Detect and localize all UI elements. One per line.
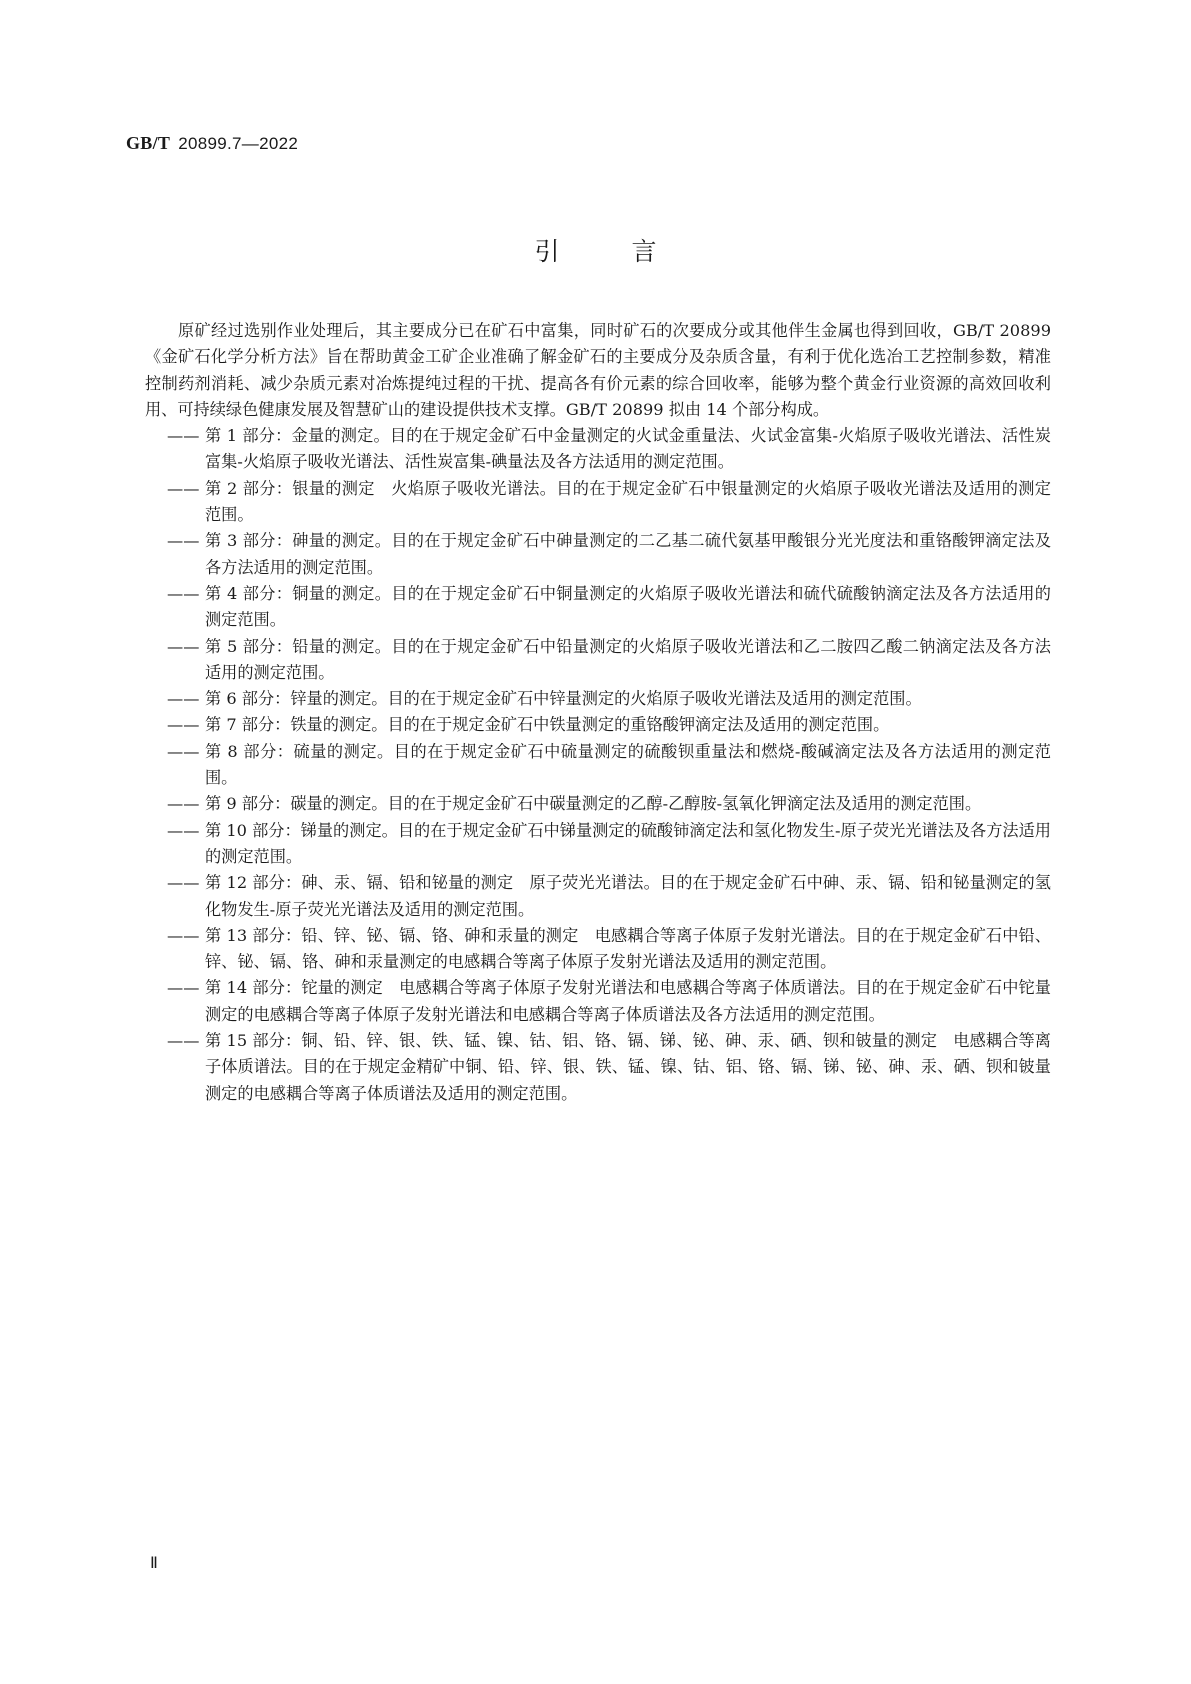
list-item-part xyxy=(145,581,1051,634)
intro-paragraph: 原矿经过选别作业处理后，其主要成分已在矿石中富集，同时矿石的次要成分或其他伴生金属也得到回收，GB/T 20899《金矿石化学分析方法》旨在帮助黄金工矿企业准确了解金矿石的主要成分及杂质含量，有利于优化选冶工艺控制参数，精准控制药剂消耗、减少杂质元素对冶炼提纯过程的干扰、提高各有价元素的综合回收率，能够为整个黄金行业资源的高效回收利用、可持续绿色健康发展及智慧矿山的建设提供技术支撑。GB/T 20899 拟由 14 个部分构成。 xyxy=(145,321,1051,419)
list-item-part xyxy=(145,870,1051,923)
part-description: 第 6 部分：锌量的测定。目的在于规定金矿石中锌量测定的火焰原子吸收光谱法及适用的测定范围。 xyxy=(205,689,922,709)
em-dash-bullet: —— xyxy=(167,873,200,893)
em-dash-bullet: —— xyxy=(167,1031,200,1051)
part-description: 第 7 部分：铁量的测定。目的在于规定金矿石中铁量测定的重铬酸钾滴定法及适用的测定范围。 xyxy=(205,715,890,735)
part-description: 第 2 部分：银量的测定 火焰原子吸收光谱法。目的在于规定金矿石中银量测定的火焰原子吸收光谱法及适用的测定范围。 xyxy=(205,478,1051,525)
document-body xyxy=(145,318,1051,1107)
list-item-part xyxy=(145,634,1051,687)
list-item-part xyxy=(145,476,1051,529)
part-description: 第 9 部分：碳量的测定。目的在于规定金矿石中碳量测定的乙醇-乙醇胺-氢氧化钾滴定法及适用的测定范围。 xyxy=(205,794,982,814)
title-char-1: 引 xyxy=(534,237,560,266)
list-item-part xyxy=(145,1028,1051,1107)
list-item-part xyxy=(145,528,1051,581)
em-dash-bullet: —— xyxy=(167,426,200,446)
em-dash-bullet: —— xyxy=(167,478,200,498)
page-number: Ⅱ xyxy=(150,1555,158,1572)
part-description: 第 12 部分：砷、汞、镉、铅和铋量的测定 原子荧光光谱法。目的在于规定金矿石中砷、汞、镉、铅和铋量测定的氢化物发生-原子荧光光谱法及适用的测定范围。 xyxy=(205,873,1051,919)
part-description: 第 3 部分：砷量的测定。目的在于规定金矿石中砷量测定的二乙基二硫代氨基甲酸银分光光度法和重铬酸钾滴定法及各方法适用的测定范围。 xyxy=(205,531,1051,577)
part-description: 第 10 部分：锑量的测定。目的在于规定金矿石中锑量测定的硫酸铈滴定法和氢化物发生-原子荧光光谱法及各方法适用的测定范围。 xyxy=(205,820,1051,866)
em-dash-bullet: —— xyxy=(167,925,200,945)
em-dash-bullet: —— xyxy=(167,978,200,998)
list-item-part xyxy=(145,923,1051,976)
list-item-part xyxy=(145,712,1051,738)
part-description: 第 8 部分：硫量的测定。目的在于规定金矿石中硫量测定的硫酸钡重量法和燃烧-酸碱滴定法及各方法适用的测定范围。 xyxy=(205,741,1051,788)
parts-list xyxy=(145,423,1051,1107)
em-dash-bullet: —— xyxy=(167,794,200,814)
document-header xyxy=(126,133,298,154)
em-dash-bullet: —— xyxy=(167,636,200,656)
list-item-part xyxy=(145,739,1051,792)
em-dash-bullet: —— xyxy=(167,715,200,735)
em-dash-bullet: —— xyxy=(167,689,200,709)
list-item-part xyxy=(145,791,1051,817)
page-title xyxy=(0,232,1191,268)
part-description: 第 14 部分：铊量的测定 电感耦合等离子体原子发射光谱法和电感耦合等离子体质谱法。目的在于规定金矿石中铊量测定的电感耦合等离子体原子发射光谱法和电感耦合等离子体质谱法及各方法适用的测定范围。 xyxy=(205,978,1051,1024)
em-dash-bullet: —— xyxy=(167,820,200,840)
part-description: 第 13 部分：铅、锌、铋、镉、铬、砷和汞量的测定 电感耦合等离子体原子发射光谱法。目的在于规定金矿石中铅、锌、铋、镉、铬、砷和汞量测定的电感耦合等离子体原子发射光谱法及适用的测定范围。 xyxy=(205,925,1051,972)
list-item-part xyxy=(145,818,1051,871)
part-description: 第 5 部分：铅量的测定。目的在于规定金矿石中铅量测定的火焰原子吸收光谱法和乙二胺四乙酸二钠滴定法及各方法适用的测定范围。 xyxy=(205,636,1051,682)
list-item-part xyxy=(145,975,1051,1028)
title-char-2: 言 xyxy=(631,237,657,266)
em-dash-bullet: —— xyxy=(167,531,200,551)
standard-number: 20899.7—2022 xyxy=(178,134,299,153)
em-dash-bullet: —— xyxy=(167,583,200,603)
part-description: 第 4 部分：铜量的测定。目的在于规定金矿石中铜量测定的火焰原子吸收光谱法和硫代硫酸钠滴定法及各方法适用的测定范围。 xyxy=(205,583,1051,630)
list-item-part xyxy=(145,686,1051,712)
list-item-part xyxy=(145,423,1051,476)
standard-prefix: GB/T xyxy=(126,133,171,153)
part-description: 第 15 部分：铜、铅、锌、银、铁、锰、镍、钴、铝、铬、镉、锑、铋、砷、汞、硒、钡和铍量的测定 电感耦合等离子体质谱法。目的在于规定金精矿中铜、铅、锌、银、铁、锰、镍、钴、铝、铬、镉、锑、铋、砷、汞、硒、钡和铍量测定的电感耦合等离子体质谱法及适用的测定范围。 xyxy=(205,1031,1051,1103)
part-description: 第 1 部分：金量的测定。目的在于规定金矿石中金量测定的火试金重量法、火试金富集-火焰原子吸收光谱法、活性炭富集-火焰原子吸收光谱法、活性炭富集-碘量法及各方法适用的测定范围。 xyxy=(205,426,1051,472)
em-dash-bullet: —— xyxy=(167,741,200,761)
